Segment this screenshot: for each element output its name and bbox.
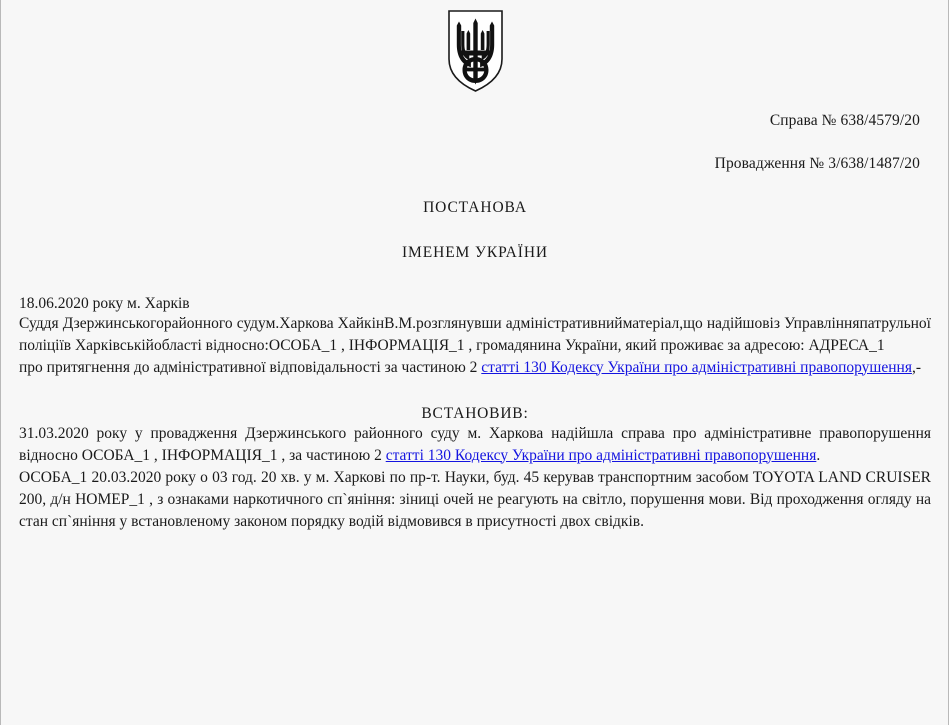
document-subtitle: ІМЕНЕМ УКРАЇНИ — [401, 243, 549, 261]
intro-paragraph: Суддя Дзержинськогорайонного судум.Харкова ХайкінВ.М.розглянувши адміністративнийматеріал,що надійшовіз Управлінняпатрульної поліціїв Харківськійобласті відносно:ОСОБА_1 , ІНФОРМАЦІЯ_1 , громадянина України, який проживає за адресою: АДРЕСА_1 — [19, 314, 931, 354]
facts-paragraph: ОСОБА_1 20.03.2020 року о 03 год. 20 хв. у м. Харкові по пр-т. Науки, буд. 45 керував транспортним засобом TOYOTA LAND CRUISER 200, д/н НОМЕР_1 , з ознаками наркотичного сп`яніння: зіниці очей не реагують на світло, порушення мови. Від проходження огляду на стан сп`яніння у встановленому законом порядку водій відмовився в присутності двох свідків. — [19, 468, 931, 530]
section-heading-established: ВСТАНОВИВ: — [421, 404, 529, 422]
emblem-container — [19, 0, 931, 98]
established-text-after: . — [816, 446, 821, 464]
legal-citation-link-established[interactable]: статті 130 Кодексу України про адміністративні правопорушення — [385, 446, 817, 464]
case-number: Справа № 638/4579/20 — [769, 112, 920, 129]
proceeding-number: Провадження № 3/638/1487/20 — [714, 155, 920, 173]
charge-text-after: ,- — [911, 358, 921, 376]
established-text-before: 31.03.2020 року у провадження Дзержинського районного суду м. Харкова надійшла справа про адміністративне правопорушення відносно ОСОБА_1 , ІНФОРМАЦІЯ_1 , за частиною 2 — [19, 424, 931, 464]
legal-citation-link-charge[interactable]: статті 130 Кодексу України про адміністративні правопорушення — [481, 358, 912, 376]
date-and-place: 18.06.2020 року м. Харків — [19, 294, 190, 312]
ukraine-coat-of-arms-tryzub-icon — [447, 9, 504, 93]
page-title: ПОСТАНОВА — [423, 198, 527, 216]
established-paragraph — [19, 423, 931, 467]
case-identifiers — [19, 113, 931, 173]
charge-text-before: про притягнення до адміністративної відповідальності за частиною 2 — [19, 358, 482, 376]
charge-paragraph — [19, 357, 931, 379]
